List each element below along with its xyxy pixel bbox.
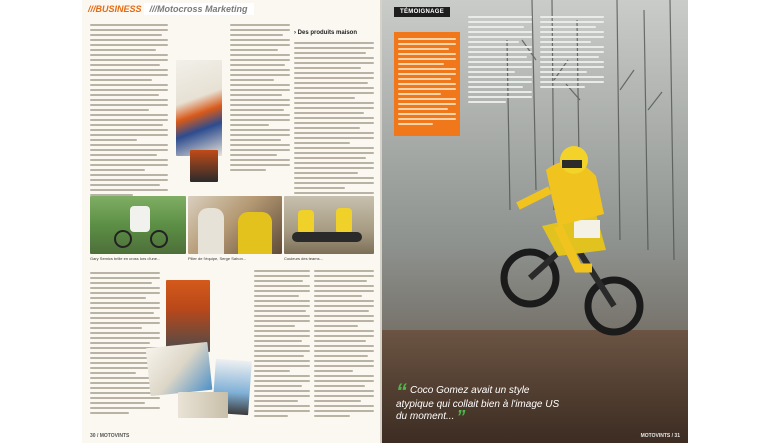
body-text-col3 <box>294 42 374 202</box>
rider-poster-image <box>176 60 222 156</box>
left-page <box>82 0 380 443</box>
pull-quote <box>396 379 566 427</box>
right-body-text-col2 <box>540 16 604 91</box>
close-quote-icon: ” <box>456 407 466 427</box>
caption-1: Gary Semics brille en cross lors d'une... <box>90 256 161 261</box>
body-text-lower-col2 <box>254 270 310 420</box>
subhead: › Des produits maison <box>294 30 358 36</box>
header-prefix: ///BUSINESS <box>88 4 142 14</box>
catalogue-cover-4 <box>178 392 228 418</box>
body-text-col2 <box>230 24 290 174</box>
testimony-text <box>398 38 456 128</box>
body-text-lower-col3 <box>314 270 374 420</box>
photo-team-members <box>188 196 282 254</box>
catalogue-cover-1 <box>166 280 210 352</box>
body-text-col1-top <box>90 24 168 199</box>
temoignage-tag: TÉMOIGNAGE <box>394 7 450 17</box>
photo-team-riders <box>284 196 374 254</box>
header-title: ///Motocross Marketing <box>144 3 254 15</box>
caption-2: Pilier de l'équipe, Serge Sahon... <box>188 256 247 261</box>
section-header <box>88 2 254 16</box>
caption-3: Couleurs des teams... <box>284 256 323 261</box>
testimony-box <box>394 32 460 136</box>
right-folio: MOTOVINTS / 31 <box>640 433 680 439</box>
rider-helmet-image <box>190 150 218 182</box>
open-quote-icon: “ <box>396 379 407 404</box>
left-folio: 30 / MOTOVINTS <box>90 433 130 439</box>
photo-rider-jump <box>90 196 186 254</box>
pull-quote-text: Coco Gomez avait un style atypique qui collait bien à l'image US du moment... <box>396 385 560 422</box>
right-page <box>382 0 688 443</box>
right-body-text-col1 <box>468 16 532 106</box>
body-text-lower-col1 <box>90 272 160 417</box>
catalogue-cover-2 <box>146 342 213 396</box>
